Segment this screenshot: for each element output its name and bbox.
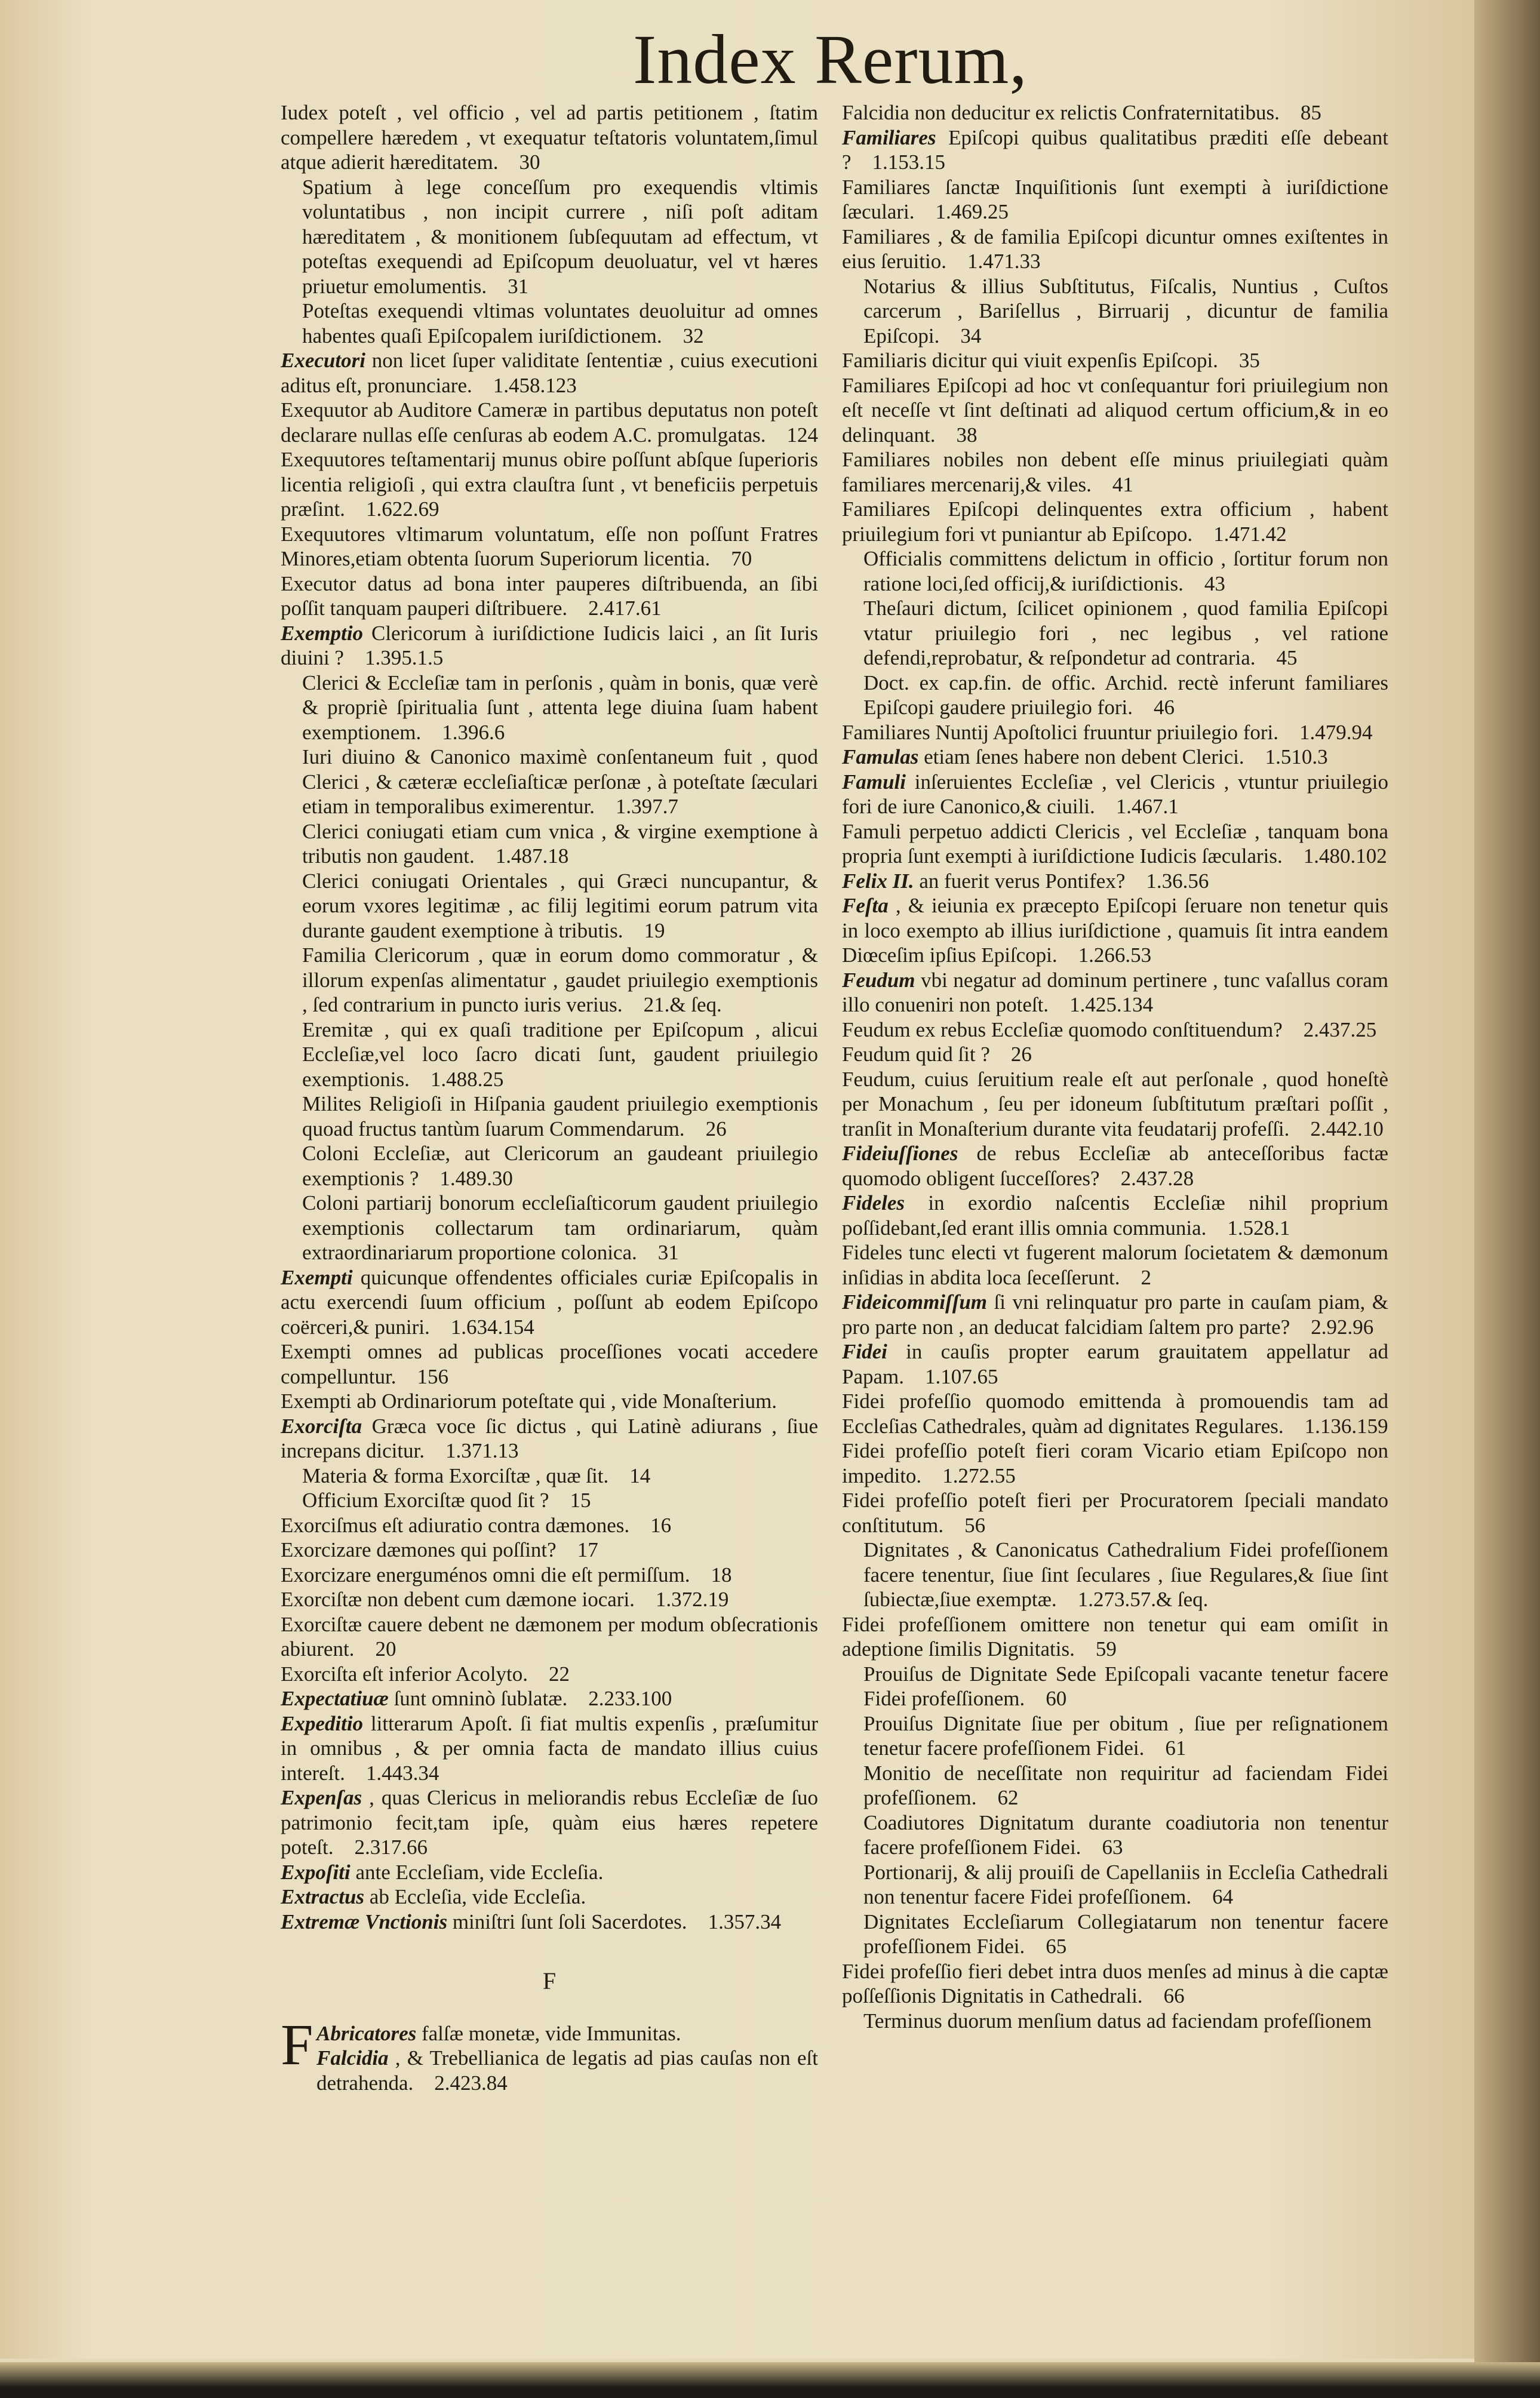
- index-entry: [842, 770, 1388, 819]
- index-entry-text: Theſauri dictum, ſcilicet opinionem , quod familia Epiſcopi vtatur priuilegio fori , nec legibus , vel ratione defendi,reprobatur, & reſpondetur ad contraria.: [863, 597, 1388, 669]
- index-entry: [842, 1067, 1388, 1142]
- index-entry: [842, 1761, 1388, 1810]
- index-entry-reference: 1.36.56: [1125, 869, 1209, 893]
- index-entry: [281, 1884, 818, 1910]
- index-entry-text: Coadiutores Dignitatum durante coadiutoria non tenentur facere profeſſionem Fidei.: [863, 1810, 1388, 1859]
- index-entry: [281, 1686, 818, 1711]
- index-entry-text: Officialis committens delictum in officio , ſortitur forum non ratione loci,ſed officij,& iuriſdictionis.: [863, 547, 1388, 595]
- index-entry: [842, 1438, 1388, 1488]
- index-entry-text: Coloni Eccleſiæ, aut Clericorum an gaudeant priuilegio exemptionis ?: [302, 1142, 818, 1190]
- index-entry-text: de rebus Eccleſiæ ab anteceſſoribus factæ quomodo obligent ſucceſſores?: [842, 1142, 1388, 1190]
- index-entry-term: Exempti: [281, 1265, 353, 1289]
- index-entry-text: ſi vni relinquatur pro parte in cauſam piam, & pro parte non , an deducat falcidiam ſaltem pro parte?: [842, 1290, 1388, 1339]
- index-entry-text: Exorciſtæ non debent cum dæmone iocari.: [281, 1588, 635, 1611]
- index-entry-reference: 1.372.19: [634, 1588, 729, 1611]
- index-entry-reference: 62: [976, 1786, 1019, 1809]
- index-entry-text: Iuri diuino & Canonico maximè conſentaneum fuit , quod Clerici , & cæteræ eccleſiaſticæ perſonæ , à poteſtate ſæculari etiam in temporalibus eximerentur.: [302, 745, 818, 818]
- index-entry-reference: 156: [396, 1364, 448, 1388]
- index-entry-reference: 1.272.55: [921, 1464, 1016, 1487]
- index-entry-reference: 21.& ſeq.: [622, 993, 722, 1016]
- index-entry: [281, 1662, 818, 1687]
- index-entry-text: non licet ſuper validitate ſententiæ , cuius executioni aditus eſt, pronunciare.: [281, 349, 818, 397]
- index-entry-reference: 19: [623, 918, 665, 942]
- index-entry-text: Prouiſus Dignitate ſiue per obitum , ſiue per reſignationem tenetur facere profeſſionem Fidei.: [863, 1711, 1388, 1760]
- index-entry: [281, 1191, 818, 1265]
- index-entry-text: Exequutor ab Auditore Cameræ in partibus deputatus non poteſt declarare nullas eſſe cenſuras ab eodem A.C. promulgatas.: [281, 398, 818, 447]
- index-entry-reference: 43: [1183, 571, 1225, 595]
- index-entry-term: Felix II.: [842, 869, 914, 893]
- index-entry-term: Fidei: [842, 1340, 887, 1363]
- index-entry: [842, 1959, 1388, 2009]
- index-entry-text: Familiares nobiles non debent eſſe minus priuilegiati quàm familiares mercenarij,& viles.: [842, 448, 1388, 496]
- index-entry-term: Extractus: [281, 1885, 365, 1908]
- index-entry-reference: 32: [662, 324, 704, 348]
- index-entry-reference: 61: [1144, 1736, 1186, 1760]
- index-entry: [281, 1265, 818, 1340]
- index-entry-text: inſeruientes Eccleſiæ , vel Clericis , vtuntur priuilegio fori de iure Canonico,& ciuili.: [842, 770, 1388, 818]
- right-index-column: [842, 100, 1388, 2033]
- index-entry-text: Notarius & illius Subſtitutus, Fiſcalis, Nuntius , Cuſtos carcerum , Bariſellus , Birruarij , dicuntur de familia Epiſcopi.: [863, 274, 1388, 348]
- index-entry-reference: 65: [1025, 1935, 1067, 1958]
- index-entry-text: Exorcizare energuménos omni die eſt permiſſum.: [281, 1563, 690, 1587]
- index-entry-term: Expenſas: [281, 1786, 362, 1809]
- index-entry-reference: 1.153.15: [851, 150, 946, 174]
- index-entry-reference: 46: [1132, 696, 1175, 719]
- index-entry-text: Epiſcopi quibus qualitatibus præditi eſſe debeant ?: [842, 125, 1388, 174]
- index-entry-term: Feudum: [842, 968, 915, 992]
- index-entry: [281, 621, 818, 671]
- index-entry-reference: 1.273.57.& ſeq.: [1056, 1588, 1209, 1611]
- index-entry: [842, 1538, 1388, 1612]
- index-entry: [842, 1662, 1388, 1711]
- index-entry-term: Expoſiti: [281, 1860, 351, 1884]
- index-entry: [281, 819, 818, 869]
- index-entry-text: Feudum, cuius ſeruitium reale eſt aut perſonale , quod honeſtè per Monachum , ſeu per idoneum ſubſtitutum præſtari poſſit , tranſit in Monaſterium durante vita feudatarij profeſſi.: [842, 1067, 1388, 1140]
- index-entry: [842, 1488, 1388, 1538]
- index-entry-text: Dignitates , & Canonicatus Cathedralium Fidei profeſſionem facere tenentur, ſiue ſint ſeculares , ſiue Regulares,& ſiue ſint ſubiectæ,ſiue exemptæ.: [863, 1538, 1388, 1611]
- index-entry-text: Executor datus ad bona inter pauperes diſtribuenda, an ſibi poſſit tanquam pauperi diſtribuere.: [281, 571, 818, 620]
- index-entry-reference: 2.437.28: [1099, 1166, 1194, 1190]
- index-entry-term: Fideles: [842, 1191, 905, 1215]
- index-entry: [281, 1141, 818, 1191]
- index-entry-text: Poteſtas exequendi vltimas voluntates deuoluitur ad omnes habentes quaſi Epiſcopalem iuriſdictionem.: [302, 299, 818, 348]
- index-entry: [842, 274, 1388, 349]
- left-index-column: [281, 100, 818, 2095]
- index-entry-text: Milites Religioſi in Hiſpania gaudent priuilegio exemptionis quoad fructus tantùm ſuarum Commendarum.: [302, 1092, 818, 1140]
- index-entry-reference: 14: [608, 1464, 651, 1487]
- page-title: Index Rerum,: [633, 20, 1028, 99]
- index-entry-text: Exequutores teſtamentarij munus obire poſſunt abſque ſuperioris licentia religioſi , qui extra clauſtra ſunt , vt beneficiis perpetuis præſint.: [281, 448, 818, 521]
- index-entry-term: Famulas: [842, 745, 919, 768]
- index-entry-reference: 1.136.159: [1283, 1414, 1388, 1438]
- index-entry: [281, 571, 818, 621]
- section-f-entries: [281, 2012, 818, 2096]
- index-entry: [842, 125, 1388, 175]
- index-entry: [842, 596, 1388, 671]
- index-entry: [842, 968, 1388, 1017]
- index-entry: [281, 348, 818, 398]
- index-entry-reference: 1.266.53: [1057, 943, 1152, 967]
- index-entry-text: Exorciſtæ cauere debent ne dæmonem per modum obſecrationis abiurent.: [281, 1612, 818, 1661]
- index-entry: [281, 398, 818, 447]
- index-entry-text: ab Eccleſia, vide Eccleſia.: [364, 1885, 586, 1908]
- index-entry-reference: 2.442.10: [1289, 1117, 1384, 1140]
- index-entry: [281, 299, 818, 348]
- index-entry-reference: 66: [1142, 1984, 1185, 2007]
- index-entry-text: Terminus duorum menſium datus ad faciendam profeſſionem: [863, 2009, 1372, 2033]
- index-entry-reference: 1.395.1.5: [343, 646, 444, 669]
- index-entry-reference: 56: [943, 1513, 986, 1537]
- index-entry: [281, 943, 818, 1017]
- index-entry-term: Executori: [281, 349, 365, 372]
- index-entry-reference: 59: [1074, 1637, 1117, 1661]
- index-entry-term: Familiares: [842, 125, 936, 149]
- index-entry-reference: 1.479.94: [1278, 720, 1373, 744]
- index-entry-text: Familiares Epiſcopi delinquentes extra officium , habent priuilegium fori vt puniantur ab Epiſcopo.: [842, 497, 1388, 546]
- index-entry-reference: 63: [1081, 1836, 1123, 1859]
- index-entry-text: falſæ monetæ, vide Immunitas.: [416, 2021, 681, 2045]
- index-entry-reference: 1.357.34: [687, 1910, 782, 1933]
- index-entry-reference: 124: [766, 423, 818, 447]
- index-entry: [281, 1414, 818, 1464]
- index-entry-term: Fideiuſſiones: [842, 1142, 958, 1165]
- index-entry-reference: 16: [629, 1513, 672, 1537]
- index-entry-reference: 15: [549, 1489, 591, 1512]
- index-entry-term: Fideicommiſſum: [842, 1290, 988, 1314]
- index-entry: [281, 100, 818, 175]
- index-entry-reference: 2.92.96: [1290, 1315, 1374, 1339]
- index-entry-text: Clericorum à iuriſdictione Iudicis laici , an ſit Iuris diuini ?: [281, 621, 818, 669]
- index-entry: [281, 1513, 818, 1538]
- index-entry: [842, 1389, 1388, 1438]
- index-entry-text: in cauſis propter earum grauitatem appellatur ad Papam.: [842, 1340, 1388, 1388]
- index-entry: [842, 869, 1388, 894]
- index-entry-text: litterarum Apoſt. ſi fiat multis expenſis , præſumitur in omnibus , & per omnia facta de mandato illius cuius intereſt.: [281, 1711, 818, 1785]
- index-entry-reference: 1.467.1: [1095, 795, 1179, 818]
- index-entry-reference: 1.622.69: [345, 497, 439, 521]
- index-entry-text: Fidei profeſſio fieri debet intra duos menſes ad minus à die captæ poſſeſſionis Dignitatis in Cathedrali.: [842, 1959, 1388, 2007]
- index-entry: [842, 819, 1388, 869]
- index-entry: [842, 2009, 1388, 2034]
- index-entry-term: Famuli: [842, 770, 906, 794]
- index-entry-reference: 1.425.134: [1049, 993, 1154, 1016]
- section-letter: F: [542, 1967, 557, 1994]
- index-entry-reference: 26: [684, 1117, 727, 1140]
- index-entry: [842, 100, 1388, 125]
- index-entry-text: Materia & forma Exorciſtæ , quæ ſit.: [302, 1464, 609, 1487]
- index-entry-reference: 60: [1025, 1687, 1067, 1710]
- index-entry-term: Abricatores: [316, 2021, 417, 2045]
- index-entry-text: Feudum quid ſit ?: [842, 1043, 990, 1066]
- index-entry-text: Monitio de neceſſitate non requiritur ad faciendam Fidei profeſſionem.: [863, 1761, 1388, 1809]
- index-entry: [281, 175, 818, 299]
- index-entry-reference: 1.488.25: [409, 1067, 504, 1091]
- index-entry: [842, 348, 1388, 373]
- index-entry-reference: 1.471.33: [946, 250, 1041, 273]
- index-entry: [281, 1910, 818, 1935]
- index-entry: [842, 1810, 1388, 1860]
- index-entry: [842, 225, 1388, 274]
- index-entry-text: ſunt omninò ſublatæ.: [388, 1687, 568, 1710]
- index-entry: [281, 1339, 818, 1389]
- index-entry-text: Eremitæ , qui ex quaſi traditione per Epiſcopum , alicui Eccleſiæ,vel loco ſacro dicati ſunt, gaudent priuilegio exemptionis.: [302, 1017, 818, 1091]
- index-entry: [281, 1785, 818, 1860]
- index-entry-reference: 34: [939, 324, 982, 348]
- index-entry-reference: 1.107.65: [904, 1364, 998, 1388]
- index-entry: [281, 447, 818, 522]
- index-entry: [281, 1563, 818, 1588]
- index-entry-reference: 31: [487, 274, 529, 298]
- index-entry-text: in exordio naſcentis Eccleſiæ nihil proprium poſſidebant,ſed erant illis omnia communia.: [842, 1191, 1388, 1240]
- index-entry-text: Prouiſus de Dignitate Sede Epiſcopali vacante tenetur facere Fidei profeſſionem.: [863, 1662, 1388, 1710]
- index-entry: [842, 1339, 1388, 1389]
- index-entry-reference: 1.469.25: [914, 200, 1009, 223]
- index-entry-reference: 1.443.34: [345, 1761, 439, 1785]
- index-entry-text: Familiares , & de familia Epiſcopi dicuntur omnes exiſtentes in eius ſeruitio.: [842, 225, 1388, 273]
- index-entry: [281, 1538, 818, 1563]
- index-entry: [281, 1587, 818, 1612]
- index-entry-text: Iudex poteſt , vel officio , vel ad partis petitionem , ſtatim compellere hæredem , vt exequatur teſtatoris voluntatem,ſimul atque adierit hæreditatem.: [281, 101, 818, 174]
- index-entry: [281, 1017, 818, 1092]
- index-entry-text: Feudum ex rebus Eccleſiæ quomodo conſtituendum?: [842, 1017, 1283, 1041]
- index-entry-reference: 1.528.1: [1206, 1216, 1290, 1240]
- index-entry-text: Exempti omnes ad publicas proceſſiones vocati accedere compelluntur.: [281, 1340, 818, 1388]
- index-entry: [842, 497, 1388, 546]
- index-entry-text: Fideles tunc electi vt fugerent malorum ſocietatem & dæmonum inſidias in abdita loca ſeceſſerunt.: [842, 1241, 1388, 1289]
- index-entry-term: Falcidia: [316, 2046, 389, 2070]
- index-entry-reference: 1.489.30: [419, 1166, 513, 1190]
- index-entry-text: Fidei profeſſio poteſt fieri per Procuratorem ſpeciali mandato conſtitutum.: [842, 1489, 1388, 1537]
- index-entry-text: Familia Clericorum , quæ in eorum domo commoratur , & illorum expenſas alimentatur , gaudet priuilegio exemptionis , ſed contrarium in puncto iuris verius.: [302, 943, 818, 1016]
- index-entry-reference: 18: [690, 1563, 732, 1587]
- index-entry-text: , & Trebellianica de legatis ad pias cauſas non eſt detrahenda.: [316, 2046, 818, 2095]
- index-entry: [281, 1711, 818, 1786]
- index-entry-text: Exorcizare dæmones qui poſſint?: [281, 1538, 557, 1561]
- index-entry-term: Exemptio: [281, 621, 364, 645]
- index-entry: [842, 1290, 1388, 1339]
- index-entry-text: , quas Clericus in meliorandis rebus Eccleſiæ de ſuo patrimonio fecit,tam ipſe, quàm eius hæres repetere poteſt.: [281, 1786, 818, 1859]
- index-entry-text: Familiares ſanctæ Inquiſitionis ſunt exempti à iuriſdictione ſæculari.: [842, 175, 1388, 223]
- index-entry-term: Feſta: [842, 894, 889, 917]
- index-entry: [842, 1017, 1388, 1043]
- index-entry-text: Fidei profeſſio quomodo emittenda à promouendis tam ad Eccleſias Cathedrales, quàm ad dignitates Regulares.: [842, 1389, 1388, 1438]
- index-entry: [281, 2046, 818, 2095]
- index-entry: [842, 1910, 1388, 1959]
- index-entry-text: Fidei profeſſio poteſt fieri coram Vicario etiam Epiſcopo non impedito.: [842, 1439, 1388, 1487]
- index-entry: [842, 745, 1388, 770]
- index-entry-text: Familiares Epiſcopi ad hoc vt conſequantur fori priuilegium non eſt neceſſe vt ſint deſtinati ad aliquod certum officium,& in eo delinquant.: [842, 373, 1388, 447]
- index-entry: [842, 671, 1388, 720]
- index-entry-reference: 2.437.25: [1282, 1017, 1377, 1041]
- index-entry: [281, 869, 818, 943]
- index-entry-text: Dignitates Eccleſiarum Collegiatarum non tenentur facere profeſſionem Fidei.: [863, 1910, 1388, 1958]
- index-entry-text: Fidei profeſſionem omittere non tenetur qui eam omiſit in adeptione ſimilis Dignitatis.: [842, 1612, 1388, 1661]
- index-entry-text: Exorciſmus eſt adiuratio contra dæmones.: [281, 1513, 630, 1537]
- index-entry: [842, 175, 1388, 225]
- index-entry-reference: 2.423.84: [413, 2071, 508, 2095]
- index-entry-text: Portionarij, & alij prouiſi de Capellaniis in Eccleſia Cathedrali non tenentur facere Fidei profeſſionem.: [863, 1860, 1388, 1908]
- index-entry-text: ante Eccleſiam, vide Eccleſia.: [350, 1860, 604, 1884]
- page-edge-shadow: [1474, 0, 1540, 2398]
- index-entry: [281, 671, 818, 745]
- index-entry: [281, 1860, 818, 1885]
- index-entry-text: Familiares Nuntij Apoſtolici fruuntur priuilegio fori.: [842, 720, 1279, 744]
- index-entry-text: Spatium à lege conceſſum pro exequendis vltimis voluntatibus , non incipit currere , niſi poſt aditam hæreditatem , & monitionem ſubſequutam ad effectum, vt poteſtas exequendi ad Epiſcopum deuoluatur, vel vt hæres priuetur emolumentis.: [302, 175, 818, 298]
- index-entry-reference: 45: [1255, 646, 1298, 669]
- index-entry-term: Extremæ Vnctionis: [281, 1910, 448, 1933]
- index-entry-reference: 70: [710, 547, 752, 570]
- index-entry: [842, 1860, 1388, 1910]
- index-entry: [281, 1389, 818, 1414]
- index-entry: [842, 893, 1388, 968]
- index-entry-text: an fuerit verus Pontifex?: [914, 869, 1126, 893]
- index-entry-text: Clerici & Eccleſiæ tam in perſonis , quàm in bonis, quæ verè & propriè ſpiritualia ſunt , attenta lege diuina ſuam habent exemptionem.: [302, 671, 818, 744]
- index-entry-reference: 1.487.18: [474, 844, 569, 868]
- index-entry-reference: 38: [935, 423, 978, 447]
- index-entry-term: Expeditio: [281, 1711, 364, 1735]
- index-entry-reference: 17: [556, 1538, 598, 1561]
- index-entry-text: vbi negatur ad dominum pertinere , tunc vaſallus coram illo conueniri non poteſt.: [842, 968, 1388, 1016]
- index-entry-reference: 1.458.123: [472, 373, 577, 397]
- index-entry: [281, 522, 818, 571]
- index-entry-text: etiam ſenes habere non debent Clerici.: [918, 745, 1244, 768]
- index-entry-text: Clerici coniugati Orientales , qui Græci nuncupantur, & eorum vxores legitimæ , ac filij legitimi eorum patrum vita durante gaudent exemptione à tributis.: [302, 869, 818, 942]
- index-entry-text: quicunque offendentes officiales curiæ Epiſcopalis in actu exercendi ſuum officium , poſſunt ab eodem Epiſcopo coërceri,& puniri.: [281, 1265, 818, 1339]
- index-entry-reference: 1.510.3: [1244, 745, 1328, 768]
- index-entry-reference: 2.417.61: [567, 597, 662, 620]
- index-entry-text: Famuli perpetuo addicti Clericis , vel Eccleſiæ , tanquam bona propria ſunt exempti à iuriſdictione Iudicis ſæcularis.: [842, 819, 1388, 868]
- index-entry-reference: 1.397.7: [594, 795, 678, 818]
- index-entry-text: Exempti ab Ordinariorum poteſtate qui , vide Monaſterium.: [281, 1389, 777, 1413]
- index-entry-text: Officium Exorciſtæ quod ſit ?: [302, 1489, 549, 1512]
- index-entry: [842, 373, 1388, 448]
- index-entry-reference: 2.233.100: [567, 1687, 672, 1710]
- index-entry: [842, 1191, 1388, 1240]
- page-bottom-edge: [0, 2362, 1540, 2398]
- index-entry-reference: 1.396.6: [421, 720, 505, 744]
- index-entry: [842, 720, 1388, 745]
- index-entry-reference: 64: [1191, 1885, 1234, 1908]
- index-entry: [281, 1464, 818, 1489]
- index-entry: [842, 1042, 1388, 1067]
- index-entry: [842, 1711, 1388, 1761]
- index-entry-reference: 31: [637, 1241, 679, 1264]
- index-entry-text: Exequutores vltimarum voluntatum, eſſe non poſſunt Fratres Minores,etiam obtenta ſuorum Superiorum licentia.: [281, 522, 818, 570]
- index-entry: [842, 546, 1388, 596]
- index-entry-text: Doct. ex cap.fin. de offic. Archid. rectè inferunt familiares Epiſcopi gaudere priuilegio fori.: [863, 671, 1388, 719]
- index-entry-reference: 85: [1279, 101, 1321, 124]
- index-entry: [842, 1240, 1388, 1290]
- index-entry: [842, 1141, 1388, 1191]
- index-entry-reference: 26: [989, 1043, 1032, 1066]
- index-entry-text: miniſtri ſunt ſoli Sacerdotes.: [447, 1910, 687, 1933]
- index-entry-text: Clerici coniugati etiam cum vnica , & virgine exemptione à tributis non gaudent.: [302, 819, 818, 868]
- index-entry-text: Familiaris dicitur qui viuit expenſis Epiſcopi.: [842, 349, 1218, 372]
- index-entry-reference: 2.317.66: [333, 1836, 428, 1859]
- index-entry-reference: 1.634.154: [429, 1315, 534, 1339]
- index-entry: [842, 447, 1388, 497]
- index-entry-text: Græca voce ſic dictus , qui Latinè adiurans , ſiue increpans dicitur.: [281, 1414, 818, 1462]
- index-entry-text: Exorciſta eſt inferior Acolyto.: [281, 1662, 528, 1686]
- drop-cap: F: [281, 2012, 313, 2077]
- index-entry-reference: 2: [1120, 1265, 1152, 1289]
- index-entry-reference: 35: [1218, 349, 1260, 372]
- index-entry-text: , & ieiunia ex præcepto Epiſcopi ſeruare non tenetur quis in loco exempto ab illius iuriſdictione , quamuis ſit intra eandem Diœceſim ipſius Epiſcopi.: [842, 894, 1388, 967]
- index-entry-text: Coloni partiarij bonorum eccleſiaſticorum gaudent priuilegio exemptionis collectarum tam ordinariarum, quàm extraordinariarum proportione colonica.: [302, 1191, 818, 1264]
- index-entry-reference: 22: [528, 1662, 570, 1686]
- index-entry: [281, 1488, 818, 1513]
- index-entry: [281, 2021, 818, 2046]
- index-entry-reference: 1.471.42: [1192, 522, 1287, 546]
- index-entry-reference: 1.371.13: [425, 1439, 519, 1462]
- index-entry: [281, 1612, 818, 1662]
- index-entry-reference: 1.480.102: [1282, 844, 1387, 868]
- index-entry-reference: 20: [354, 1637, 396, 1661]
- index-entry: [842, 1612, 1388, 1662]
- index-entry-term: Expectatiuæ: [281, 1687, 389, 1710]
- index-entry-term: Exorciſta: [281, 1414, 362, 1438]
- index-entry: [281, 745, 818, 819]
- index-entry: [281, 1092, 818, 1141]
- index-entry-text: Falcidia non deducitur ex relictis Confraternitatibus.: [842, 101, 1280, 124]
- index-entry-reference: 41: [1091, 472, 1133, 496]
- index-entry-reference: 30: [498, 150, 540, 174]
